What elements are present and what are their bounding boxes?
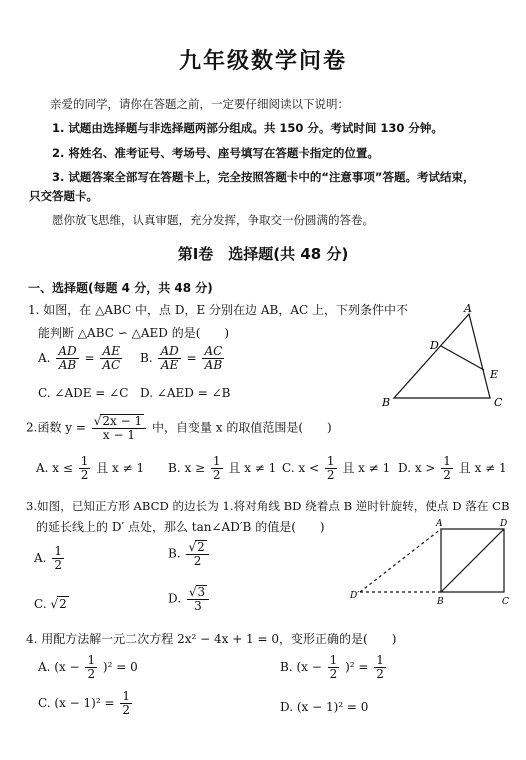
label-b: B <box>382 396 391 409</box>
q1-option-c: C. ∠ADE = ∠C <box>38 386 129 400</box>
intro-wish: 愿你放飞思维，认真审题，充分发挥，争取交一份圆满的答卷。 <box>52 213 374 227</box>
q3-square-figure <box>348 516 520 608</box>
q3-stem-line-2: 的延长线上的 D′ 点处，那么 tan∠AD′B 的值是( ) <box>36 520 325 534</box>
q2-option-a: A. x ≤ $\frac{1}{2}$ 且 x ≠ 1 <box>36 454 145 482</box>
q3-option-a: A. $\frac{1}{2}$ <box>34 544 62 572</box>
intro-rule-3-line-2: 只交答题卡。 <box>29 189 98 203</box>
label-c: C <box>494 396 503 409</box>
label-e: E <box>490 368 499 381</box>
q2-option-b: B. x ≥ $\frac{1}{2}$ 且 x ≠ 1 <box>168 454 277 482</box>
q1-stem-line-2: 能判断 △ABC ∽ △AED 的是( ) <box>38 326 230 340</box>
intro-rule-2: 2. 将姓名、准考证号、考场号、座号填写在答题卡指定的位置。 <box>52 146 379 160</box>
q4-option-d: D. (x − 1)² = 0 <box>280 700 369 714</box>
page-title: 九年级数学问卷 <box>178 49 347 74</box>
part-heading: 一、选择题(每题 4 分，共 48 分) <box>28 281 213 295</box>
q1-option-b: B. $\frac{AD}{AE}$ = $\frac{AC}{AB}$ <box>140 344 223 372</box>
label-d-prime: D′ <box>350 591 360 601</box>
q2-option-d: D. x > $\frac{1}{2}$ 且 x ≠ 1 <box>398 454 507 482</box>
q3-option-d: D. $\frac{√3}{3}$ <box>168 585 211 613</box>
segment-ad-prime <box>360 529 441 592</box>
q4-option-c: C. (x − 1)² = $\frac{1}{2}$ <box>38 689 130 717</box>
q1-option-d: D. ∠AED = ∠B <box>140 386 231 400</box>
section-title: 第Ⅰ卷 选择题(共 48 分) <box>177 245 349 263</box>
label-b: B <box>437 597 444 607</box>
q1-option-a: A. $\frac{AD}{AB}$ = $\frac{AE}{AC}$ <box>38 344 121 372</box>
q4-option-b: B. (x − $\frac{1}{2}$ )² = $\frac{1}{2}$ <box>280 653 384 681</box>
label-a: A <box>464 302 472 315</box>
label-a: A <box>436 519 443 529</box>
intro-rule-3-line-1: 3. 试题答案全部写在答题卡上，完全按照答题卡中的“注意事项”答题。考试结束， <box>52 170 475 184</box>
q2-stem: 2.函数 y = $\frac{√2x - 1}{x - 1}$ 中，自变量 x 的取值范围是( ) <box>26 414 332 442</box>
q4-stem: 4. 用配方法解一元二次方程 2x² − 4x + 1 = 0，变形正确的是( ) <box>26 632 397 646</box>
q2-option-c: C. x < $\frac{1}{2}$ 且 x ≠ 1 <box>282 454 391 482</box>
q1-triangle-figure <box>378 300 518 412</box>
q3-option-c: C. √2 <box>34 597 67 611</box>
q1-stem-line-1: 1. 如图，在 △ABC 中，点 D，E 分别在边 AB，AC 上，下列条件中不 <box>28 303 408 317</box>
label-c: C <box>502 597 509 607</box>
intro-rule-1: 1. 试题由选择题与非选择题两部分组成。共 150 分。考试时间 130 分钟。 <box>52 121 443 135</box>
label-d: D <box>430 339 439 352</box>
intro-greeting: 亲爱的同学，请你在答题之前，一定要仔细阅读以下说明： <box>50 97 349 111</box>
q4-option-a: A. (x − $\frac{1}{2}$ )² = 0 <box>38 653 138 681</box>
triangle-abc <box>394 314 490 398</box>
label-d: D <box>500 519 508 529</box>
q3-stem-line-1: 3.如图，已知正方形 ABCD 的边长为 1.将对角线 BD 绕着点 B 逆时针旋转，使点 D 落在 CB <box>26 499 510 513</box>
q3-option-b: B. $\frac{√2}{2}$ <box>168 540 211 568</box>
diagonal-bd <box>441 529 504 592</box>
